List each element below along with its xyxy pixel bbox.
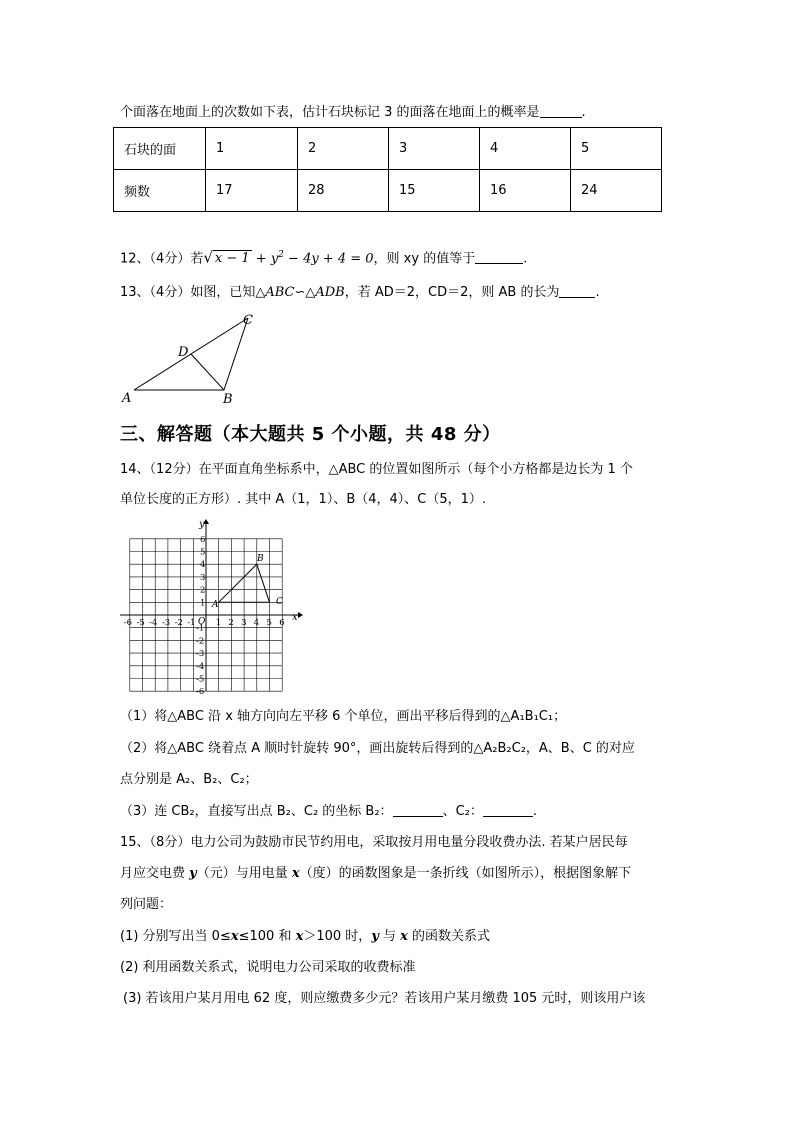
x-tick-label: 3 (241, 618, 247, 628)
q12-line: 12、（4分）若√ $x - 1 + y^2 - 4y + 4 = 0$，则 xy 的值等于 . (120, 248, 528, 267)
q11-text: 个面落在地面上的次数如下表，估计石块标记 3 的面落在地面上的概率是 (120, 105, 540, 120)
x-tick-label: -3 (161, 618, 171, 628)
label-C: C (243, 313, 253, 328)
label-B: B (223, 392, 233, 405)
b2-answer-blank[interactable] (393, 804, 443, 817)
stone-frequency-table (113, 127, 662, 212)
table-cell: 3 (389, 128, 480, 170)
table-cell: 频数 (114, 170, 206, 212)
q15-part3: (3) 若该用户某月用电 62 度，则应缴费多少元？若该用户某月缴费 105 元时，则该用户该 (123, 991, 646, 1006)
q14-part2a: （2）将△ABC 绕着点 A 顺时针旋转 90°，画出旋转后得到的△A₂B₂C₂，A、B、C 的对应 (120, 741, 635, 756)
q13-line: 13、（4分）如图，已知△ABC∽△ADB，若 AD＝2，CD＝2，则 AB 的长为 . (120, 285, 600, 300)
table-row (114, 128, 662, 170)
y-tick-label: -1 (196, 623, 205, 634)
x-tick-label: -1 (187, 618, 196, 628)
table-cell: 24 (571, 170, 662, 212)
point-B-label: B (257, 554, 264, 564)
q13-triangle-figure (118, 310, 268, 405)
y-tick-label: -4 (196, 661, 205, 672)
q14-part2b: 点分别是 A₂、B₂、C₂； (120, 772, 258, 787)
q15-line2: 月应交电费 y（元）与用电量 x（度）的函数图象是一条折线（如图所示），根据图象解下 (120, 866, 632, 881)
y-tick-label: -5 (196, 674, 205, 685)
y-tick-label: -3 (196, 649, 205, 660)
table-cell: 28 (298, 170, 389, 212)
x-tick-label: 4 (253, 618, 260, 628)
segment-DB (191, 354, 224, 390)
sqrt-sign: √ (203, 248, 213, 267)
x-tick-label: 1 (215, 618, 222, 628)
section-title: 三、解答题（本大题共 5 个小题，共 48 分） (120, 424, 501, 445)
point-C-label: C (276, 597, 283, 607)
q13-answer-blank[interactable] (559, 285, 595, 298)
x-tick-label: 5 (266, 618, 272, 628)
side-BC (224, 318, 248, 390)
q14-line1: 14、（12分）在平面直角坐标系中，△ABC 的位置如图所示（每个小方格都是边长为 1 个 (120, 462, 633, 477)
y-tick-label: 4 (200, 560, 206, 571)
x-tick-label: 2 (228, 618, 234, 628)
y-tick-label: 6 (200, 534, 206, 545)
y-tick-label: 5 (200, 547, 206, 558)
x-tick-label: -5 (136, 618, 145, 628)
table-cell: 1 (206, 128, 298, 170)
table-row (114, 170, 662, 212)
label-A: A (122, 391, 132, 405)
y-tick-label: 2 (200, 585, 206, 596)
sqrt-body: x − 1 (214, 251, 250, 267)
coordinate-grid (120, 516, 305, 696)
y-axis-label: y (199, 519, 205, 530)
table-cell: 4 (480, 128, 571, 170)
point-A-label: A (212, 600, 219, 610)
q12-answer-blank[interactable] (475, 251, 523, 264)
x-tick-label: 6 (279, 618, 285, 628)
x-tick-label: -4 (149, 618, 158, 628)
y-tick-label: 3 (200, 572, 206, 583)
x-tick-label: -2 (174, 618, 183, 628)
c2-answer-blank[interactable] (483, 804, 533, 817)
y-tick-label: 1 (200, 598, 206, 609)
table-cell: 5 (571, 128, 662, 170)
q11-line: 个面落在地面上的次数如下表，估计石块标记 3 的面落在地面上的概率是 . (120, 105, 586, 120)
q15-line1: 15、（8分）电力公司为鼓励市民节约用电，采取按月用电量分段收费办法. 若某户居民每 (120, 835, 628, 850)
q15-part1: (1) 分别写出当 0≤x≤100 和 x＞100 时，y 与 x 的函数关系式 (120, 929, 491, 944)
table-cell: 17 (206, 170, 298, 212)
table-cell: 16 (480, 170, 571, 212)
x-axis-label: x (292, 612, 298, 623)
table-cell: 石块的面 (114, 128, 206, 170)
x-tick-label: -6 (123, 618, 133, 628)
x-axis-arrow (298, 612, 303, 618)
q15-part2: (2) 利用函数关系式，说明电力公司采取的收费标准 (120, 960, 416, 975)
q14-line2: 单位长度的正方形）. 其中 A（1，1）、B（4，4）、C（5，1）. (120, 492, 487, 507)
q14-part3: （3）连 CB₂，直接写出点 B₂、C₂ 的坐标 B₂： 、C₂： . (120, 804, 537, 819)
y-tick-label: -2 (196, 636, 205, 647)
origin-label: O (198, 617, 206, 627)
table-cell: 15 (389, 170, 480, 212)
q15-line3: 列问题： (120, 897, 173, 912)
q14-part1: （1）将△ABC 沿 x 轴方向向左平移 6 个单位，画出平移后得到的△A₁B₁C₁； (120, 709, 567, 724)
q11-answer-blank[interactable] (540, 105, 582, 118)
y-tick-label: -6 (196, 687, 205, 696)
label-D: D (178, 345, 189, 360)
table-cell: 2 (298, 128, 389, 170)
